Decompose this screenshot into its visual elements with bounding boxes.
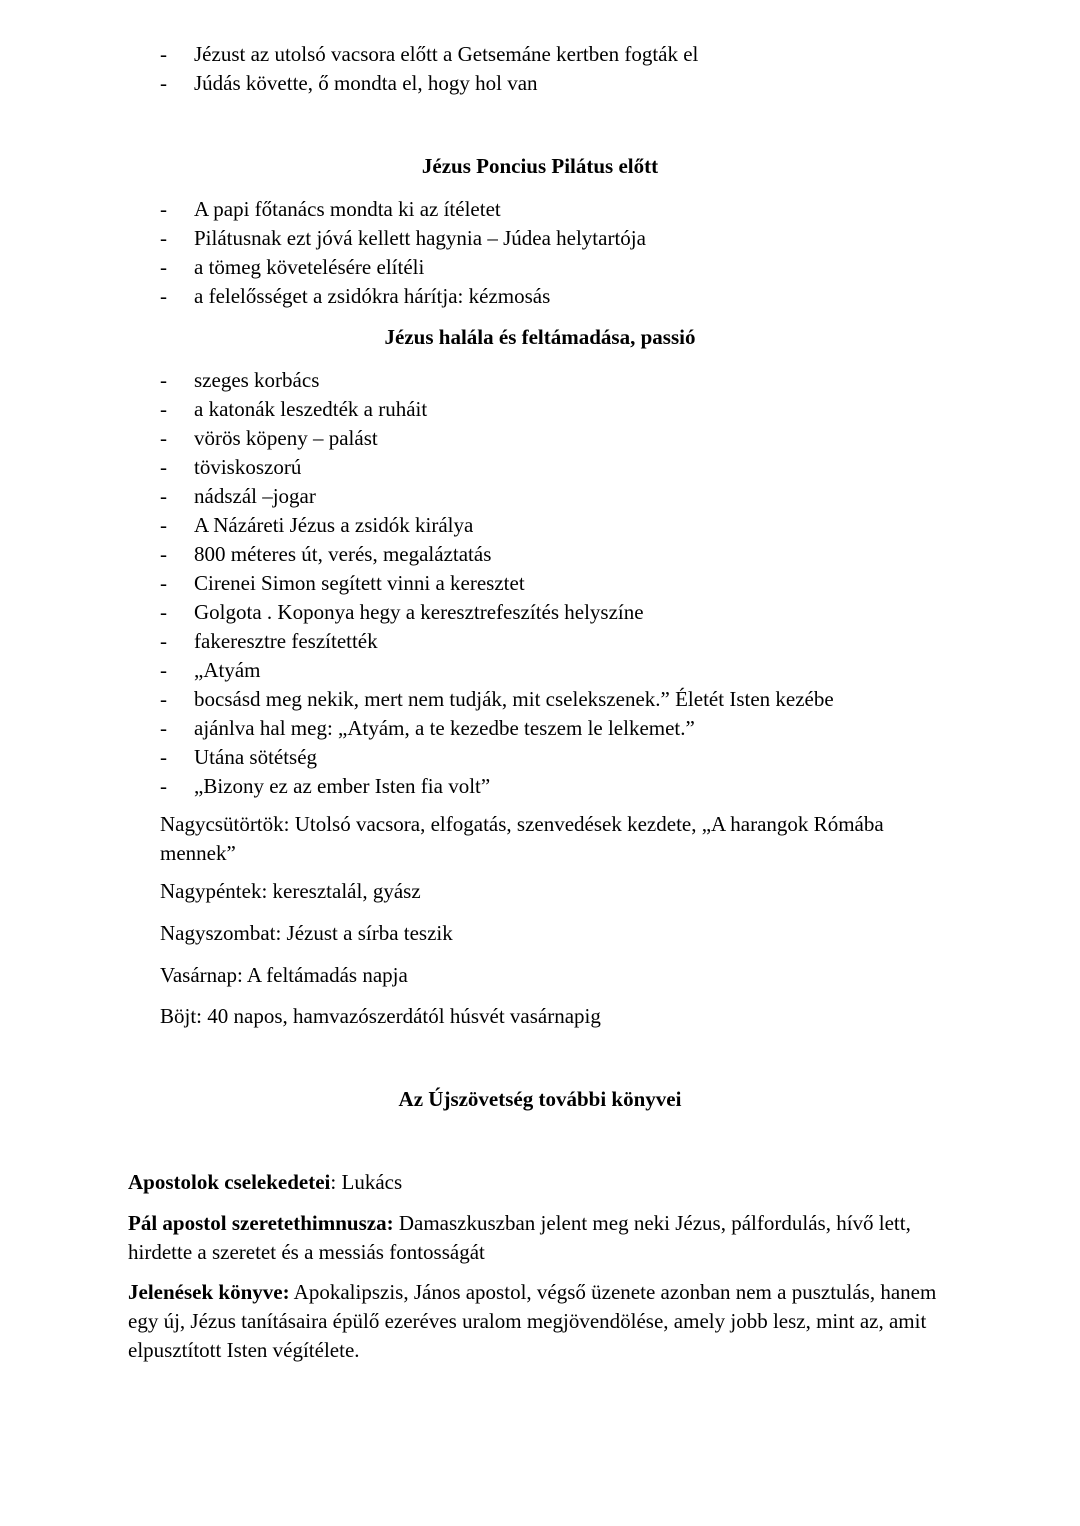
dash-bullet: - — [160, 774, 167, 798]
dash-bullet: - — [160, 426, 167, 450]
passio-list — [160, 366, 980, 801]
arrest-list — [160, 40, 980, 98]
list-item-text: „Bizony ez az ember Isten fia volt” — [194, 774, 491, 798]
dash-bullet: - — [160, 397, 167, 421]
entry-term: Apostolok cselekedetei — [128, 1170, 331, 1194]
list-item-text: töviskoszorú — [194, 455, 302, 479]
list-item — [160, 453, 980, 482]
entry-term: Pál apostol szeretethimnusza: — [128, 1211, 394, 1235]
paragraph-nagypentek: Nagypéntek: keresztalál, gyász — [160, 879, 421, 903]
section-heading-pilatus: Jézus Poncius Pilátus előtt — [421, 154, 659, 178]
entry-text: Damaszkuszban jelent meg neki Jézus, pálfordulás, hívő lett, hirdette a szeretet és a messiás fontosságát — [128, 1211, 911, 1264]
dash-bullet: - — [160, 226, 167, 250]
list-item-text: Jézust az utolsó vacsora előtt a Getsemáne kertben fogták el — [194, 42, 699, 66]
list-item-text: ajánlva hal meg: „Atyám, a te kezedbe teszem le lelkemet.” — [194, 716, 695, 740]
list-item — [160, 743, 980, 772]
paragraph-vasarnap: Vasárnap: A feltámadás napja — [160, 963, 408, 987]
list-item-text: 800 méteres út, verés, megaláztatás — [194, 542, 492, 566]
list-item — [160, 69, 980, 98]
list-item — [160, 714, 980, 743]
dash-bullet: - — [160, 629, 167, 653]
list-item-text: nádszál –jogar — [194, 484, 316, 508]
list-item — [160, 424, 980, 453]
list-item — [160, 395, 980, 424]
dash-bullet: - — [160, 71, 167, 95]
entry-jelenesek — [128, 1278, 958, 1365]
dash-bullet: - — [160, 716, 167, 740]
dash-bullet: - — [160, 42, 167, 66]
list-item-text: Pilátusnak ezt jóvá kellett hagynia – Júdea helytartója — [194, 226, 646, 250]
dash-bullet: - — [160, 455, 167, 479]
section-heading-ujszovetseg: Az Újszövetség további könyvei — [398, 1087, 682, 1111]
dash-bullet: - — [160, 571, 167, 595]
entry-text: Apokalipszis, János apostol, végső üzenete azonban nem a pusztulás, hanem egy új, Jézus tanításaira épülő ezeréves uralom megjövendölése, amely jobb lesz, mint az, amit elpusztított Isten végítélete. — [128, 1280, 937, 1362]
list-item — [160, 627, 980, 656]
list-item — [160, 685, 980, 714]
paragraph-nagyszombat: Nagyszombat: Jézust a sírba teszik — [160, 921, 453, 945]
entry-apostolok — [128, 1168, 958, 1197]
list-item-text: a tömeg követelésére elítéli — [194, 255, 425, 279]
entry-text: : Lukács — [330, 1170, 403, 1194]
list-item-text: a felelősséget a zsidókra hárítja: kézmosás — [194, 284, 551, 308]
pilatus-list — [160, 195, 980, 311]
entry-term: Jelenések könyve: — [128, 1280, 290, 1304]
list-item-text: A Názáreti Jézus a zsidók királya — [194, 513, 474, 537]
dash-bullet: - — [160, 484, 167, 508]
dash-bullet: - — [160, 284, 167, 308]
dash-bullet: - — [160, 687, 167, 711]
paragraph-bojt: Böjt: 40 napos, hamvazószerdától húsvét vasárnapig — [160, 1004, 601, 1028]
paragraph-nagycsutortok: Nagycsütörtök: Utolsó vacsora, elfogatás, szenvedések kezdete, „A harangok Rómába mennek” — [160, 812, 884, 865]
list-item — [160, 366, 980, 395]
list-item — [160, 40, 980, 69]
list-item-text: Utána sötétség — [194, 745, 318, 769]
dash-bullet: - — [160, 368, 167, 392]
list-item-text: fakeresztre feszítették — [194, 629, 378, 653]
list-item — [160, 598, 980, 627]
list-item — [160, 511, 980, 540]
dash-bullet: - — [160, 513, 167, 537]
list-item — [160, 224, 980, 253]
section-heading-passio: Jézus halála és feltámadása, passió — [384, 325, 696, 349]
dash-bullet: - — [160, 600, 167, 624]
dash-bullet: - — [160, 745, 167, 769]
list-item-text: a katonák leszedték a ruháit — [194, 397, 428, 421]
dash-bullet: - — [160, 542, 167, 566]
list-item — [160, 656, 980, 685]
dash-bullet: - — [160, 255, 167, 279]
list-item-text: Cirenei Simon segített vinni a keresztet — [194, 571, 525, 595]
list-item — [160, 482, 980, 511]
list-item-text: szeges korbács — [194, 368, 320, 392]
list-item — [160, 195, 980, 224]
list-item-text: A papi főtanács mondta ki az ítéletet — [194, 197, 501, 221]
list-item — [160, 540, 980, 569]
list-item-text: „Atyám — [194, 658, 261, 682]
list-item-text: Golgota . Koponya hegy a keresztrefeszítés helyszíne — [194, 600, 644, 624]
list-item — [160, 569, 980, 598]
dash-bullet: - — [160, 197, 167, 221]
dash-bullet: - — [160, 658, 167, 682]
list-item — [160, 282, 980, 311]
list-item-text: vörös köpeny – palást — [194, 426, 378, 450]
entry-pal-apostol — [128, 1209, 958, 1267]
list-item-text: bocsásd meg nekik, mert nem tudják, mit cselekszenek.” Életét Isten kezébe — [194, 687, 834, 711]
list-item — [160, 772, 980, 801]
list-item-text: Júdás követte, ő mondta el, hogy hol van — [194, 71, 538, 95]
list-item — [160, 253, 980, 282]
